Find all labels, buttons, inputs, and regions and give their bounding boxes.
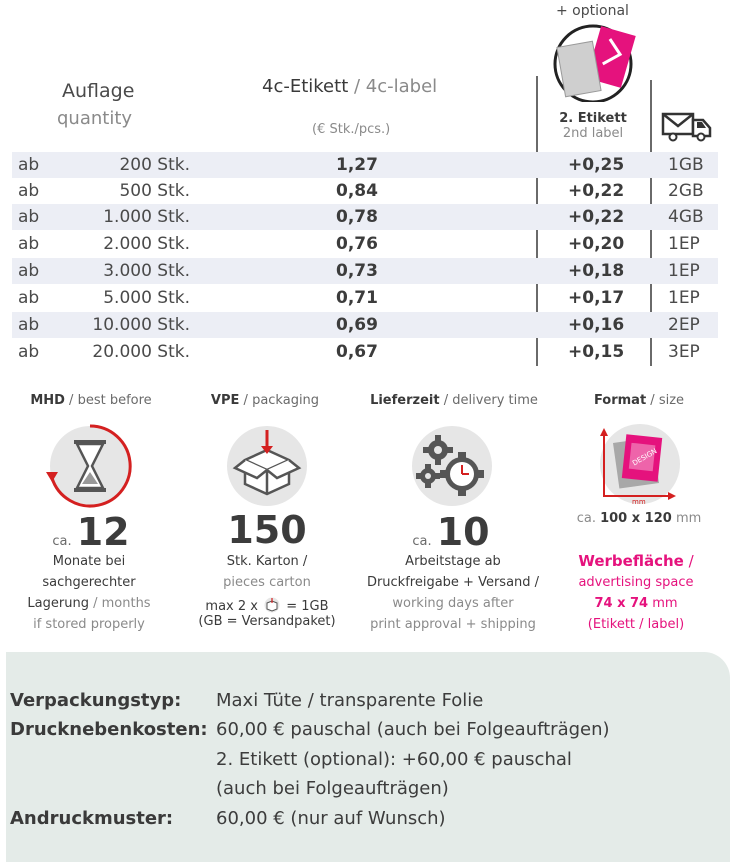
werbe-unit: mm (652, 596, 678, 611)
delivery-title-en: delivery time (452, 393, 538, 408)
format-size-value: 100 x 120 (600, 511, 672, 526)
proof-sample-key: Andruckmuster: (10, 808, 174, 829)
table-row (12, 231, 718, 257)
row-ab: ab (18, 288, 40, 308)
table-row (12, 339, 718, 365)
werbe-title-en: advertising space (578, 575, 694, 590)
quantity-heading-en: quantity (57, 108, 133, 129)
row-price: 0,71 (336, 288, 378, 308)
mhd-line4: if stored properly (33, 617, 145, 632)
vpe-description (172, 551, 362, 629)
werbe-size: 74 x 74 (594, 596, 649, 611)
row-second-label-price: +0,16 (568, 315, 625, 335)
row-ab: ab (18, 261, 40, 281)
format-size (554, 511, 724, 526)
row-ab: ab (18, 315, 40, 335)
row-second-label-price: +0,17 (568, 288, 625, 308)
table-row (12, 285, 718, 311)
row-price: 0,67 (336, 342, 378, 362)
label-heading-sep: / (348, 76, 366, 97)
vpe-line3-post: = 1GB (286, 599, 329, 614)
delivery-line2: Druckfreigabe + Versand / (366, 575, 540, 590)
row-quantity: 3.000 Stk. (103, 261, 190, 281)
row-second-label-price: +0,25 (568, 155, 625, 175)
format-description: Werbefläche / advertising space 74 x 74 mm (Etikett / label) (541, 551, 730, 635)
werbe-note: (Etikett / label) (587, 617, 685, 632)
row-quantity: 200 Stk. (119, 155, 190, 175)
mhd-ca: ca. (52, 534, 72, 549)
proof-sample-value: 60,00 € (nur auf Wunsch) (216, 808, 446, 829)
small-box-icon (262, 597, 282, 613)
print-costs-key: Drucknebenkosten: (10, 719, 208, 740)
mhd-title-de: MHD (30, 393, 65, 408)
label-heading-de: 4c-Etikett (262, 76, 349, 97)
delivery-line4: print approval + shipping (370, 617, 536, 632)
row-ab: ab (18, 181, 40, 201)
row-shipping: 1EP (668, 261, 700, 281)
row-shipping: 2EP (668, 315, 700, 335)
second-label-heading (538, 111, 648, 141)
table-row (12, 178, 718, 204)
second-label-costs-note: (auch bei Folgeaufträgen) (216, 778, 449, 799)
row-price: 0,78 (336, 207, 378, 227)
vpe-line4: (GB = Versandpaket) (198, 614, 336, 629)
vpe-line3 (172, 597, 362, 615)
mhd-line3-de: Lagerung (27, 596, 89, 611)
delivery-number-block (386, 510, 516, 554)
row-price: 1,27 (336, 155, 378, 175)
format-icon-unit: mm (632, 498, 646, 506)
row-shipping: 1GB (668, 155, 704, 175)
row-second-label-price: +0,15 (568, 342, 625, 362)
delivery-number: 10 (436, 510, 490, 554)
row-ab: ab (18, 234, 40, 254)
vpe-line1: Stk. Karton / (226, 554, 308, 569)
carton-box-icon (221, 420, 313, 512)
vpe-title: VPE / packaging (210, 393, 320, 408)
row-second-label-price: +0,18 (568, 261, 625, 281)
format-size-ca: ca. (576, 511, 596, 526)
row-shipping: 1EP (668, 234, 700, 254)
format-title-en: size (658, 393, 685, 408)
mhd-description: Monate bei sachgerechter Lagerung / months if stored properly (0, 551, 184, 635)
format-size-unit: mm (675, 511, 702, 526)
row-ab: ab (18, 155, 40, 175)
delivery-title: Lieferzeit / delivery time (370, 393, 538, 408)
format-icon-text: DESIGN (631, 447, 659, 468)
vpe-title-en: packaging (252, 393, 320, 408)
row-shipping: 1EP (668, 288, 700, 308)
vpe-line2: pieces carton (223, 575, 311, 590)
mhd-number: 12 (76, 510, 130, 554)
werbe-title-de: Werbefläche (578, 552, 684, 570)
mhd-line2: sachgerechter (42, 575, 136, 590)
second-label-costs-value: 2. Etikett (optional): +60,00 € pauschal (216, 749, 572, 770)
table-row (12, 204, 718, 230)
packaging-type-value: Maxi Tüte / transparente Folie (216, 690, 484, 711)
delivery-description (358, 551, 548, 635)
packaging-type-key: Verpackungstyp: (10, 690, 182, 711)
gears-clock-icon (406, 420, 498, 512)
row-quantity: 500 Stk. (119, 181, 190, 201)
row-price: 0,73 (336, 261, 378, 281)
mhd-number-block (26, 510, 156, 554)
row-shipping: 3EP (668, 342, 700, 362)
vpe-number-block (202, 508, 332, 552)
delivery-truck-icon (661, 110, 713, 142)
mhd-line1: Monate bei (52, 554, 126, 569)
row-price: 0,84 (336, 181, 378, 201)
delivery-line1: Arbeitstage ab (405, 554, 501, 569)
mhd-title: MHD / best before (30, 393, 152, 408)
vpe-line3-pre: max 2 x (205, 599, 258, 614)
row-shipping: 2GB (668, 181, 704, 201)
mhd-line3-en: months (101, 596, 151, 611)
price-unit: (€ Stk./pcs.) (312, 122, 391, 137)
delivery-title-de: Lieferzeit (370, 393, 440, 408)
table-row (12, 152, 718, 178)
print-costs-value: 60,00 € pauschal (auch bei Folgeaufträgen) (216, 719, 610, 740)
row-quantity: 20.000 Stk. (92, 342, 190, 362)
hourglass-icon (44, 420, 136, 512)
row-second-label-price: +0,22 (568, 207, 625, 227)
row-price: 0,69 (336, 315, 378, 335)
row-ab: ab (18, 342, 40, 362)
row-quantity: 2.000 Stk. (103, 234, 190, 254)
row-quantity: 10.000 Stk. (92, 315, 190, 335)
label-heading-en: 4c-label (365, 76, 438, 97)
optional-text: + optional (556, 3, 629, 19)
vpe-title-de: VPE (210, 393, 240, 408)
format-title: Format / size (593, 393, 685, 408)
delivery-ca: ca. (412, 534, 432, 549)
row-quantity: 1.000 Stk. (103, 207, 190, 227)
row-ab: ab (18, 207, 40, 227)
format-title-de: Format (593, 393, 647, 408)
second-label-de: 2. Etikett (559, 111, 627, 126)
table-row (12, 258, 718, 284)
second-label-roll-icon (549, 22, 639, 102)
delivery-line3: working days after (392, 596, 514, 611)
format-size-icon (594, 418, 686, 510)
label-heading (262, 76, 437, 97)
table-row (12, 312, 718, 338)
vpe-number: 150 (227, 508, 307, 552)
mhd-title-en: best before (77, 393, 152, 408)
row-price: 0,76 (336, 234, 378, 254)
second-label-en: 2nd label (562, 126, 624, 141)
row-shipping: 4GB (668, 207, 704, 227)
quantity-heading-de: Auflage (62, 80, 135, 102)
row-second-label-price: +0,20 (568, 234, 625, 254)
row-quantity: 5.000 Stk. (103, 288, 190, 308)
row-second-label-price: +0,22 (568, 181, 625, 201)
